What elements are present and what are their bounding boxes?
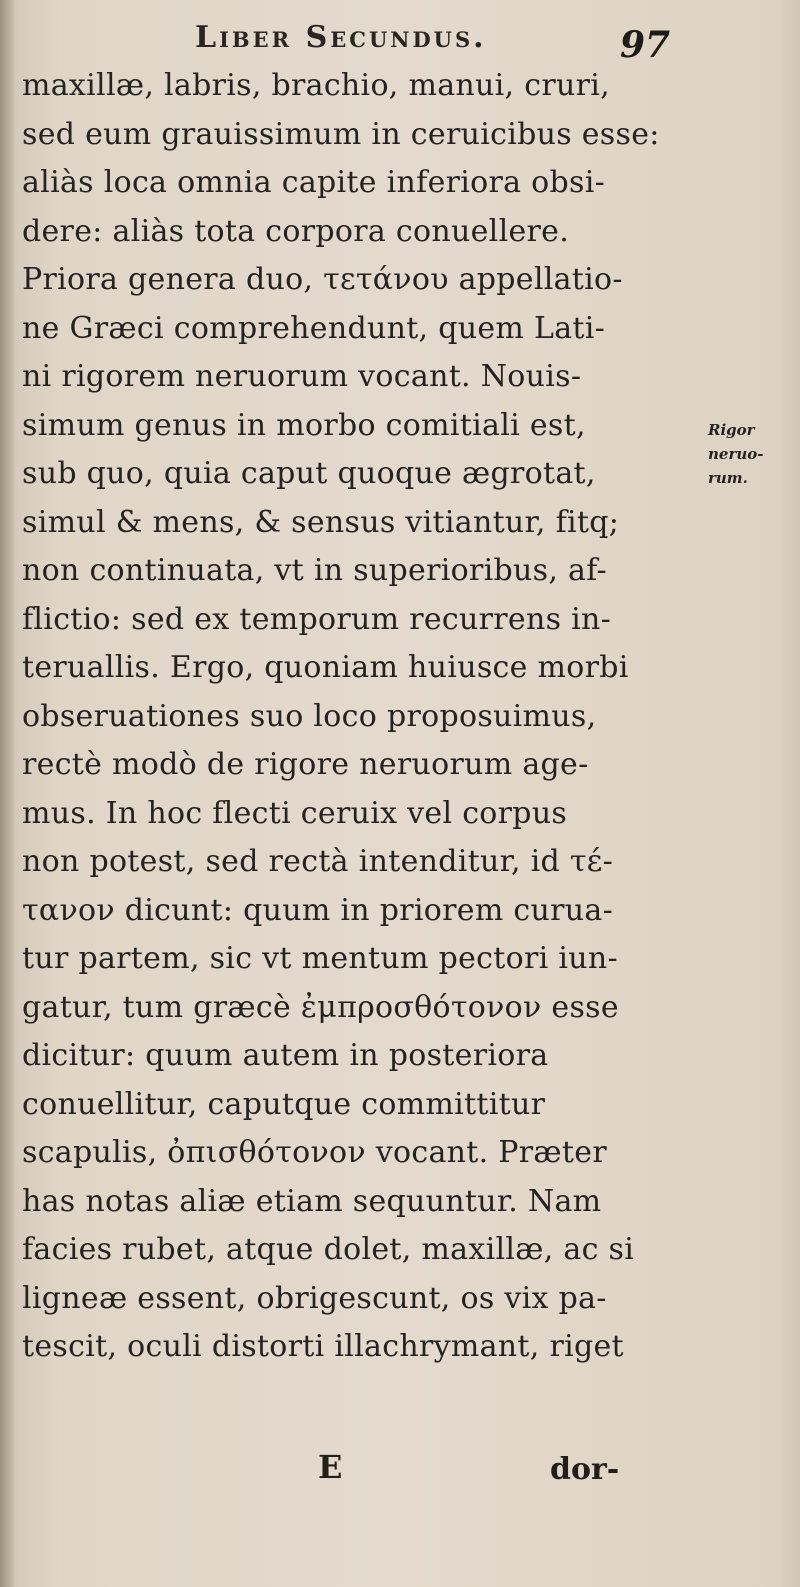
main-text bbox=[22, 62, 712, 1372]
text-line: tescit, oculi distorti illachrymant, riget bbox=[22, 1329, 624, 1364]
text-line: sed eum grauissimum in ceruicibus esse: bbox=[22, 116, 660, 152]
text-line: has notas aliæ etiam sequuntur. Nam bbox=[22, 1183, 602, 1219]
text-line: ne Græci comprehendunt, quem Lati- bbox=[22, 310, 606, 346]
text-line: conuellitur, caputque committitur bbox=[22, 1086, 546, 1122]
text-line: maxillæ, labris, brachio, manui, cruri, bbox=[22, 68, 610, 103]
page-gutter bbox=[0, 0, 14, 1587]
text-line: non continuata, vt in superioribus, af- bbox=[22, 553, 607, 588]
text-line: teruallis. Ergo, quoniam huiusce morbi bbox=[22, 650, 629, 685]
margin-note-line: Rigor bbox=[708, 421, 755, 439]
running-head bbox=[0, 14, 800, 64]
text-line: τανον dicunt: quum in priorem curua- bbox=[22, 892, 614, 928]
text-line: simul & mens, & sensus vitiantur, fitq; bbox=[22, 504, 620, 540]
text-line: ni rigorem neruorum vocant. Nouis- bbox=[22, 359, 582, 394]
catchword: dor- bbox=[550, 1452, 620, 1487]
text-line: non potest, sed rectà intenditur, id τέ- bbox=[22, 844, 614, 879]
margin-note bbox=[708, 418, 798, 490]
text-line: flictio: sed ex temporum recurrens in- bbox=[22, 601, 612, 637]
margin-note-line: neruo- bbox=[708, 445, 764, 463]
running-title: Liber Secundus. bbox=[195, 20, 487, 55]
text-line: obseruationes suo loco proposuimus, bbox=[22, 698, 597, 734]
page-number: 97 bbox=[620, 24, 671, 66]
margin-note-line: rum. bbox=[708, 469, 748, 487]
text-line: dicitur: quum autem in posteriora bbox=[22, 1038, 549, 1073]
text-line: ligneæ essent, obrigescunt, os vix pa- bbox=[22, 1280, 607, 1316]
text-line: Priora genera duo, τετάνου appellatio- bbox=[22, 262, 623, 297]
text-line: aliàs loca omnia capite inferiora obsi- bbox=[22, 165, 606, 200]
signature-mark: E bbox=[318, 1448, 343, 1486]
text-line: simum genus in morbo comitiali est, bbox=[22, 407, 586, 443]
text-line: tur partem, sic vt mentum pectori iun- bbox=[22, 941, 618, 976]
text-line: gatur, tum græcè ἐμπροσθότονον esse bbox=[22, 989, 619, 1025]
text-line: rectè modò de rigore neruorum age- bbox=[22, 747, 589, 782]
text-line: facies rubet, atque dolet, maxillæ, ac si bbox=[22, 1232, 635, 1267]
text-line: mus. In hoc flecti ceruix vel corpus bbox=[22, 795, 568, 831]
text-line: sub quo, quia caput quoque ægrotat, bbox=[22, 456, 596, 491]
text-line: dere: aliàs tota corpora conuellere. bbox=[22, 213, 570, 249]
text-line: scapulis, ὀπισθότονον vocant. Præter bbox=[22, 1135, 607, 1170]
